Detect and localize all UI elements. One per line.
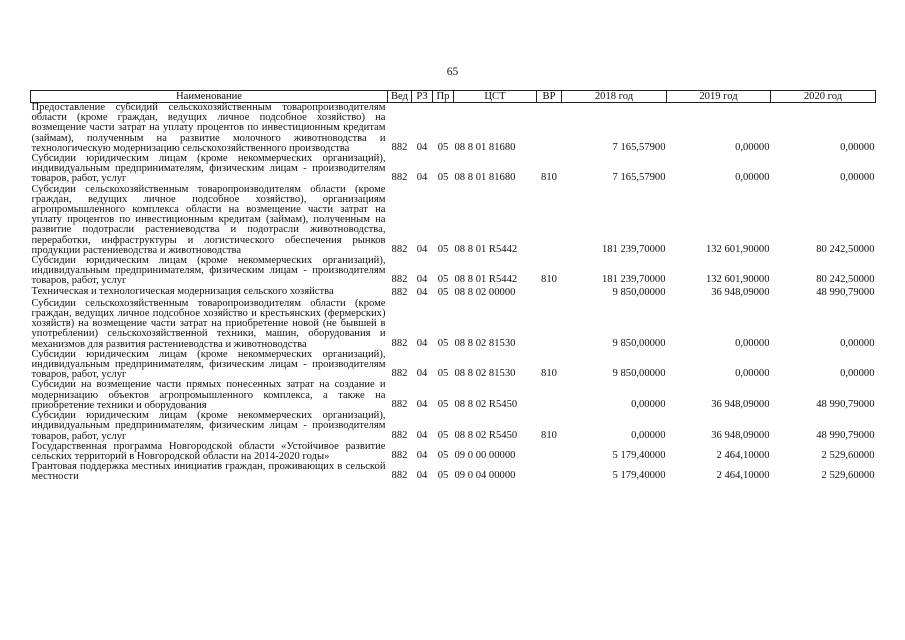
row-2019: 36 948,09000 <box>711 398 770 410</box>
row-2020: 80 242,50000 <box>816 243 875 255</box>
table-row <box>31 462 876 482</box>
row-pr: 05 <box>437 243 449 255</box>
row-2019: 0,00000 <box>735 368 770 380</box>
row-name: Субсидии юридическим лицам (кроме некоммерческих организаций), индивидуальным предпринимателям, физическим лицам - производителям товаров, работ, услуг <box>31 348 386 381</box>
row-ved: 882 <box>391 449 408 461</box>
row-vr: 810 <box>541 429 557 441</box>
table-row <box>31 380 876 411</box>
header-2018: 2018 год <box>562 91 667 103</box>
row-cst: 08 8 02 81530 <box>454 337 516 349</box>
table-body <box>31 103 876 483</box>
row-cst: 08 8 01 R5442 <box>454 243 518 255</box>
row-rz: 04 <box>416 172 428 184</box>
header-2019: 2019 год <box>667 91 771 103</box>
row-pr: 05 <box>437 172 449 184</box>
row-vr <box>537 462 562 482</box>
row-2019: 132 601,90000 <box>705 243 770 255</box>
row-2020: 80 242,50000 <box>816 274 875 286</box>
table-row <box>31 411 876 442</box>
row-ved: 882 <box>391 429 408 441</box>
row-vr <box>537 287 562 299</box>
row-pr: 05 <box>437 337 449 349</box>
table-row <box>31 154 876 185</box>
row-pr: 05 <box>437 368 449 380</box>
row-cst: 08 8 02 R5450 <box>454 398 518 410</box>
row-2020: 0,00000 <box>840 172 875 184</box>
row-vr: 810 <box>541 172 557 184</box>
row-rz: 04 <box>416 141 428 153</box>
page-number: 65 <box>446 66 459 78</box>
row-name: Субсидии сельскохозяйственным товаропроизводителям области (кроме граждан, ведущих личное подсобное хозяйство и крестьянских (фермерских) хозяйств) на возмещение части затрат на приобретение новой (не бывшей в употреблении) сельскохозяйственной техники, машин, оборудования и механизмов для развития растениеводства и животноводства <box>31 297 386 350</box>
row-ved: 882 <box>391 398 408 410</box>
row-pr: 05 <box>437 449 449 461</box>
table-header <box>31 91 876 103</box>
table-row <box>31 299 876 350</box>
row-ved: 882 <box>391 470 408 482</box>
row-cst: 08 8 02 00000 <box>454 286 516 298</box>
row-name: Субсидии юридическим лицам (кроме некоммерческих организаций), индивидуальным предпринимателям, физическим лицам - производителям товаров, работ, услуг <box>31 255 386 287</box>
row-2018: 181 239,70000 <box>601 274 666 286</box>
row-2018: 9 850,00000 <box>612 337 666 349</box>
table-row <box>31 442 876 462</box>
row-pr: 05 <box>437 141 449 153</box>
row-rz: 04 <box>416 274 428 286</box>
row-cst: 08 8 01 81680 <box>454 141 516 153</box>
row-2018: 0,00000 <box>631 398 666 410</box>
row-2020: 2 529,60000 <box>821 449 875 461</box>
row-rz: 04 <box>416 398 428 410</box>
row-rz: 04 <box>416 429 428 441</box>
row-2018: 7 165,57900 <box>612 141 666 153</box>
row-vr <box>537 185 562 256</box>
row-2019: 0,00000 <box>735 337 770 349</box>
row-ved: 882 <box>391 337 408 349</box>
row-ved: 882 <box>391 286 408 298</box>
row-pr: 05 <box>437 470 449 482</box>
table-row <box>31 185 876 256</box>
row-name: Субсидии сельскохозяйственным товаропроизводителям области (кроме граждан, ведущих личное подсобное хозяйство), организациям агропромышленного комплекса области на возмещение части затрат на уплату процентов по инвестиционным кредитам (займам), полученным на развитие подотрасли растениеводства и подотрасли животноводства, переработки, инфраструктуры и логистического обеспечения рынков продукции растениеводства и животноводства <box>31 183 386 256</box>
table-row <box>31 350 876 381</box>
row-name: Техническая и технологическая модернизация сельского хозяйства <box>31 285 334 297</box>
header-name: Наименование <box>31 91 388 103</box>
row-vr <box>537 103 562 155</box>
row-2018: 181 239,70000 <box>601 243 666 255</box>
row-2019: 0,00000 <box>735 172 770 184</box>
row-ved: 882 <box>391 274 408 286</box>
row-ved: 882 <box>391 243 408 255</box>
row-cst: 08 8 01 R5442 <box>454 274 518 286</box>
row-cst: 09 0 04 00000 <box>454 470 516 482</box>
row-pr: 05 <box>437 286 449 298</box>
row-cst: 09 0 00 00000 <box>454 449 516 461</box>
row-rz: 04 <box>416 368 428 380</box>
row-2020: 48 990,79000 <box>816 429 875 441</box>
row-2020: 2 529,60000 <box>821 470 875 482</box>
row-rz: 04 <box>416 470 428 482</box>
row-2020: 48 990,79000 <box>816 286 875 298</box>
table-row <box>31 256 876 287</box>
row-2020: 0,00000 <box>840 337 875 349</box>
row-ved: 882 <box>391 172 408 184</box>
row-2018: 9 850,00000 <box>612 286 666 298</box>
row-vr <box>537 442 562 462</box>
row-rz: 04 <box>416 243 428 255</box>
row-vr <box>537 299 562 350</box>
row-2018: 7 165,57900 <box>612 172 666 184</box>
header-rz: РЗ <box>412 91 433 103</box>
row-cst: 08 8 02 R5450 <box>454 429 518 441</box>
row-cst: 08 8 02 81530 <box>454 368 516 380</box>
header-pr: Пр <box>433 91 454 103</box>
row-2019: 36 948,09000 <box>711 429 770 441</box>
header-cst: ЦСТ <box>454 91 537 103</box>
row-2020: 48 990,79000 <box>816 398 875 410</box>
row-2019: 2 464,10000 <box>716 470 770 482</box>
row-pr: 05 <box>437 429 449 441</box>
row-name: Грантовая поддержка местных инициатив граждан, проживающих в сельской местности <box>31 461 386 483</box>
row-name: Субсидии на возмещение части прямых понесенных затрат на создание и модернизацию объектов агропромышленного комплекса, а также на приобретение техники и оборудования <box>31 379 386 411</box>
row-ved: 882 <box>391 141 408 153</box>
table-row <box>31 103 876 155</box>
row-cst: 08 8 01 81680 <box>454 172 516 184</box>
header-vr: ВР <box>537 91 562 103</box>
header-ved: Вед <box>388 91 412 103</box>
row-2018: 5 179,40000 <box>612 449 666 461</box>
row-pr: 05 <box>437 398 449 410</box>
header-2020: 2020 год <box>771 91 876 103</box>
row-rz: 04 <box>416 337 428 349</box>
row-2019: 0,00000 <box>735 141 770 153</box>
row-2019: 36 948,09000 <box>711 286 770 298</box>
row-2018: 5 179,40000 <box>612 470 666 482</box>
row-2020: 0,00000 <box>840 141 875 153</box>
row-name: Государственная программа Новгородской области «Устойчивое развитие сельских территорий в Новгородской области на 2014-2020 годы» <box>31 440 386 462</box>
row-ved: 882 <box>391 368 408 380</box>
row-2020: 0,00000 <box>840 368 875 380</box>
row-vr: 810 <box>541 368 557 380</box>
row-vr <box>537 380 562 411</box>
row-2018: 9 850,00000 <box>612 368 666 380</box>
row-2018: 0,00000 <box>631 429 666 441</box>
row-name: Предоставление субсидий сельскохозяйственным товаропроизводителям области (кроме граждан, ведущих личное подсобное хозяйство) на возмещение части затрат на уплату процентов по инвестиционным кредитам (займам), полученным на развитие молочного животноводства и технологическую модернизацию сельскохозяйственного производства <box>31 102 386 154</box>
row-vr: 810 <box>541 274 557 286</box>
row-2019: 2 464,10000 <box>716 449 770 461</box>
row-name: Субсидии юридическим лицам (кроме некоммерческих организаций), индивидуальным предпринимателям, физическим лицам - производителям товаров, работ, услуг <box>31 410 386 442</box>
row-rz: 04 <box>416 449 428 461</box>
row-name: Субсидии юридическим лицам (кроме некоммерческих организаций), индивидуальным предпринимателям, физическим лицам - производителям товаров, работ, услуг <box>31 153 386 185</box>
budget-table <box>30 90 876 483</box>
row-2019: 132 601,90000 <box>705 274 770 286</box>
row-rz: 04 <box>416 286 428 298</box>
row-pr: 05 <box>437 274 449 286</box>
